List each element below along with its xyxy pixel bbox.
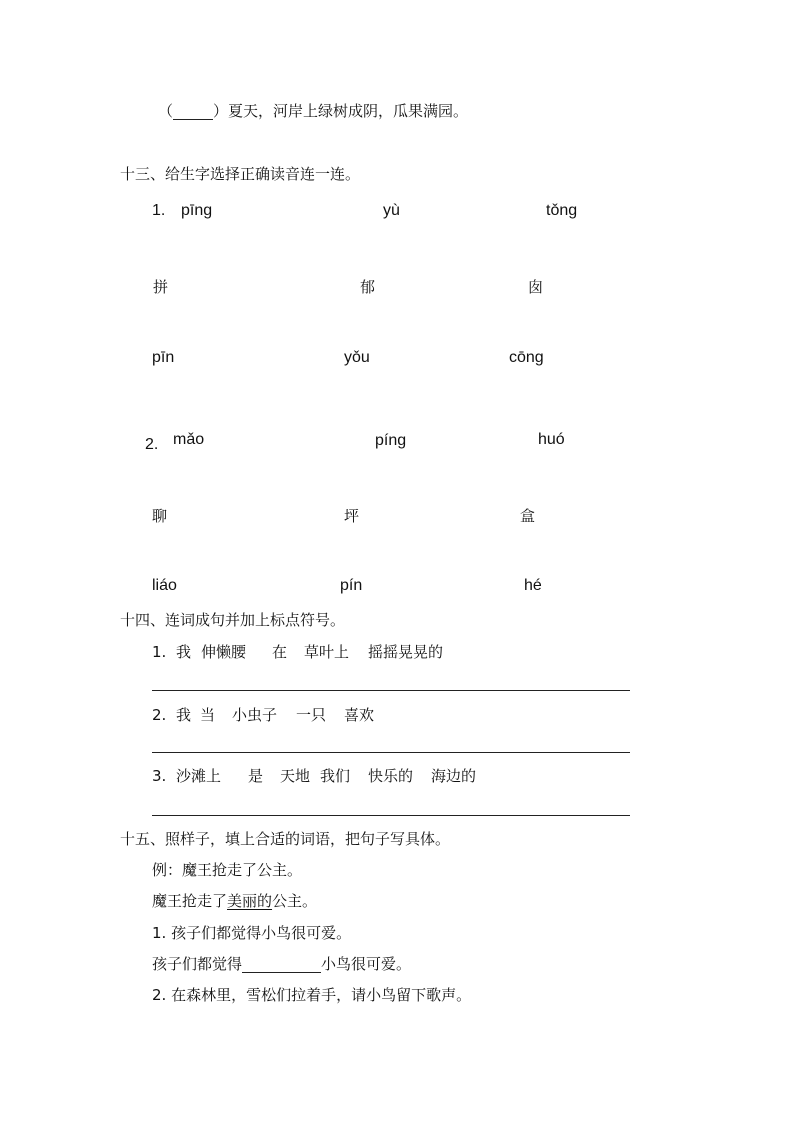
- q12-sentence: ）夏天，河岸上绿树成阴，瓜果满园。: [213, 102, 469, 120]
- q13-g1-top-pinyin-3: tǒng: [546, 202, 578, 219]
- q15-item-1-fill-post: 小鸟很可爱。: [321, 955, 412, 973]
- q15-example: [152, 863, 302, 878]
- q15-example-sentence: 魔王抢走了公主。: [182, 861, 303, 879]
- q15-example-label: 例：: [152, 861, 183, 879]
- q13-g1-char-2: 郁: [360, 278, 376, 296]
- q12-open-paren: （: [158, 102, 174, 120]
- q13-group1-number: 1.: [152, 202, 166, 219]
- q15-item-1: [152, 926, 351, 941]
- q15-example-answer-post: 公主。: [272, 892, 318, 910]
- q14-item-1-word: 草叶上: [304, 643, 350, 661]
- q12-item: [158, 104, 468, 120]
- q14-item-1-word: 我: [176, 643, 192, 661]
- q13-group2-number: 2.: [145, 436, 159, 453]
- q13-g2-top-pinyin-2: píng: [375, 432, 407, 449]
- q14-item-1-word: 摇摇晃晃的: [368, 643, 444, 661]
- q15-item-1-sentence: 孩子们都觉得小鸟很可爱。: [171, 924, 352, 942]
- q13-g2-top-pinyin-3: huó: [538, 431, 565, 448]
- q13-g2-char-3: 盒: [520, 507, 536, 525]
- q14-item-2-word: 小虫子: [232, 706, 278, 724]
- q14-title: 十四、连词成句并加上标点符号。: [120, 611, 346, 629]
- q15-example-answer-pre: 魔王抢走了: [152, 892, 228, 910]
- q14-item-1-number: 1.: [152, 643, 167, 661]
- q13-g2-bottom-pinyin-3: hé: [524, 577, 542, 594]
- q14-item-3-word: 快乐的: [368, 767, 414, 785]
- q14-item-2-number: 2.: [152, 706, 167, 724]
- q15-item-1-fill: [152, 957, 411, 973]
- q14-answer-line-3[interactable]: [152, 815, 630, 816]
- q14-item-3-number: 3.: [152, 767, 167, 785]
- q15-item-2-sentence: 在森林里，雪松们拉着手，请小鸟留下歌声。: [171, 986, 472, 1004]
- q13-g2-top-pinyin-1: mǎo: [173, 431, 205, 448]
- q15-item-1-fill-pre: 孩子们都觉得: [152, 955, 243, 973]
- q14-item-1-word: 在: [272, 643, 288, 661]
- q15-example-answer: [152, 894, 317, 909]
- q12-answer-blank[interactable]: [173, 104, 213, 120]
- q14-item-3-word: 我们: [320, 767, 351, 785]
- q14-item-3-word: 天地: [280, 767, 311, 785]
- q13-g2-char-1: 聊: [152, 507, 168, 525]
- q15-item-1-number: 1.: [152, 924, 167, 942]
- q13-g2-char-2: 坪: [344, 507, 360, 525]
- q14-answer-line-2[interactable]: [152, 752, 630, 753]
- q13-g1-top-pinyin-1: pīng: [181, 202, 213, 219]
- q13-g1-char-1: 拼: [153, 278, 169, 296]
- q13-title: 十三、给生字选择正确读音连一连。: [120, 165, 361, 183]
- q14-item-3-word: 是: [248, 767, 264, 785]
- q13-g1-bottom-pinyin-1: pīn: [152, 349, 175, 366]
- q14-item-2-word: 喜欢: [344, 706, 375, 724]
- q14-item-2-word: 当: [200, 706, 216, 724]
- q15-item-1-blank[interactable]: [242, 957, 321, 973]
- q13-g1-bottom-pinyin-3: cōng: [509, 349, 544, 366]
- q13-g1-char-3: 囱: [528, 278, 544, 296]
- q14-item-1-word: 伸懒腰: [201, 643, 247, 661]
- q14-item-2-word: 我: [176, 706, 192, 724]
- q14-answer-line-1[interactable]: [152, 690, 630, 691]
- q13-g2-bottom-pinyin-2: pín: [340, 577, 363, 594]
- q13-g1-top-pinyin-2: yù: [383, 202, 400, 219]
- q14-item-2-word: 一只: [296, 706, 327, 724]
- q15-item-2: [152, 988, 471, 1003]
- q13-g1-bottom-pinyin-2: yǒu: [344, 349, 370, 366]
- q14-item-3-word: 沙滩上: [176, 767, 222, 785]
- q13-g2-bottom-pinyin-1: liáo: [152, 577, 177, 594]
- q15-example-answer-underlined: 美丽的: [227, 892, 273, 910]
- q14-item-3-word: 海边的: [431, 767, 477, 785]
- q15-title: 十五、照样子，填上合适的词语，把句子写具体。: [120, 830, 451, 848]
- q15-item-2-number: 2.: [152, 986, 167, 1004]
